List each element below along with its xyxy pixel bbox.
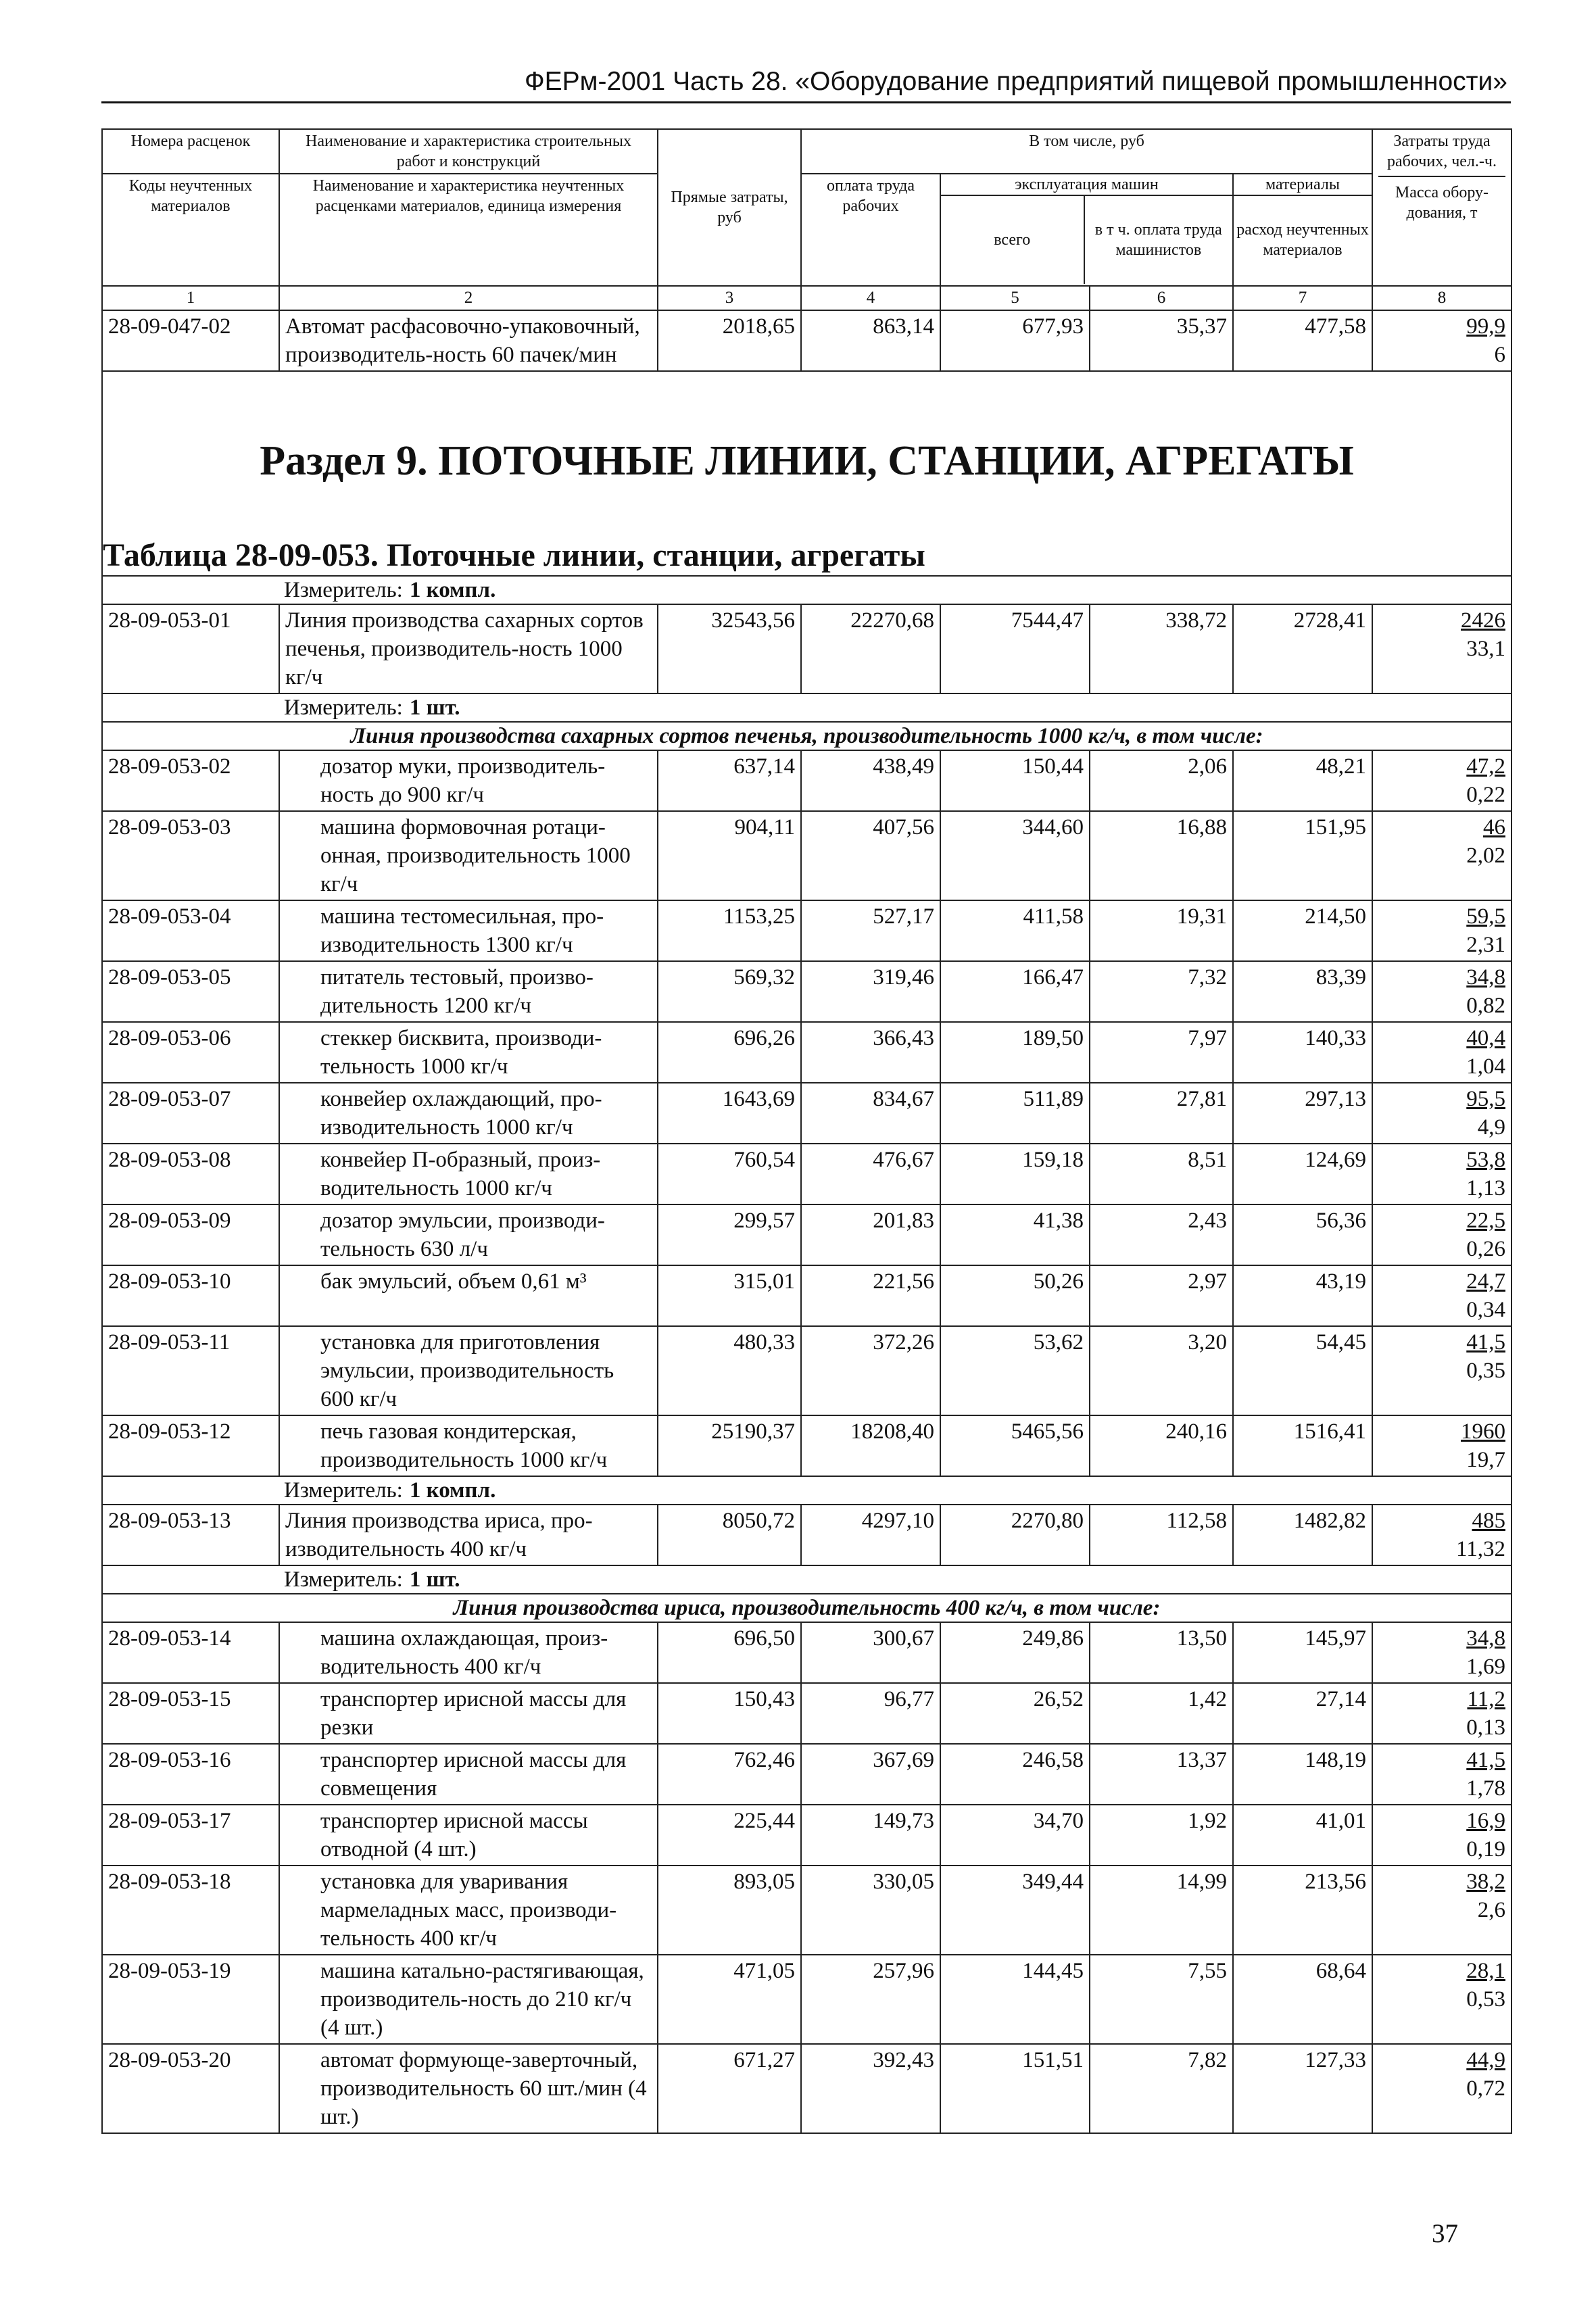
rate-code: 28-09-053-10 xyxy=(102,1265,279,1326)
rate-materials: 27,14 xyxy=(1233,1683,1372,1744)
measure-label: Измеритель: xyxy=(284,1478,403,1503)
rate-materials: 477,58 xyxy=(1233,310,1372,371)
rate-name: конвейер П-образный, произ-водительность 1000 кг/ч xyxy=(279,1144,658,1204)
rate-machine-wages: 27,81 xyxy=(1090,1083,1233,1144)
rate-name: дозатор муки, производитель-ность до 900 кг/ч xyxy=(279,750,658,811)
hdr-consumption: расход неучтенных материалов xyxy=(1236,221,1369,259)
rate-mass: 2,31 xyxy=(1466,933,1505,957)
rate-materials: 151,95 xyxy=(1233,811,1372,900)
rate-code: 28-09-053-20 xyxy=(102,2044,279,2133)
rate-labor-mass xyxy=(1372,1415,1512,1476)
measure-cell xyxy=(102,1565,1512,1594)
rate-name: Линия производства сахарных сортов печенья, производитель-ность 1000 кг/ч xyxy=(279,604,658,693)
header-row-2 xyxy=(102,174,1512,286)
running-header: ФЕРм-2001 Часть 28. «Оборудование предприятий пищевой промышленности» xyxy=(525,67,1507,96)
rate-machines-total: 189,50 xyxy=(940,1022,1090,1083)
rate-labor-mass xyxy=(1372,1805,1512,1866)
rate-code: 28-09-053-03 xyxy=(102,811,279,900)
col-num-2: 2 xyxy=(279,286,658,310)
section-title: Раздел 9. ПОТОЧНЫЕ ЛИНИИ, СТАНЦИИ, АГРЕГАТЫ xyxy=(260,437,1354,484)
rate-code: 28-09-053-19 xyxy=(102,1955,279,2044)
rate-direct: 762,46 xyxy=(658,1744,801,1805)
rate-mass: 0,53 xyxy=(1466,1987,1505,2012)
rate-materials: 83,39 xyxy=(1233,961,1372,1022)
rate-materials: 1482,82 xyxy=(1233,1505,1372,1565)
rate-machines-total: 41,38 xyxy=(940,1204,1090,1265)
rate-labor: 44,9 xyxy=(1466,2048,1505,2072)
hdr-incl: В том числе, руб xyxy=(801,129,1372,174)
hdr-direct: Прямые затраты, руб xyxy=(658,129,801,286)
rate-machines-total: 151,51 xyxy=(940,2044,1090,2133)
rate-labor-mass xyxy=(1372,310,1512,371)
rate-labor: 59,5 xyxy=(1466,904,1505,929)
rate-materials: 214,50 xyxy=(1233,900,1372,961)
rate-labor: 1960 xyxy=(1461,1419,1505,1444)
rate-labor: 95,5 xyxy=(1466,1087,1505,1111)
rate-code: 28-09-053-15 xyxy=(102,1683,279,1744)
rate-name: машина формовочная ротаци-онная, производительность 1000 кг/ч xyxy=(279,811,658,900)
measure-label: Измеритель: xyxy=(284,578,403,602)
rate-name: транспортер ирисной массы для резки xyxy=(279,1683,658,1744)
rate-labor: 46 xyxy=(1483,815,1505,839)
rate-machines-total: 246,58 xyxy=(940,1744,1090,1805)
table-row xyxy=(102,604,1512,693)
rate-mass: 0,82 xyxy=(1466,994,1505,1018)
rate-mass: 0,34 xyxy=(1466,1298,1505,1322)
measure-row xyxy=(102,1476,1512,1505)
rate-labor: 16,9 xyxy=(1466,1809,1505,1833)
rate-mass: 0,35 xyxy=(1466,1359,1505,1383)
rate-name: транспортер ирисной массы для совмещения xyxy=(279,1744,658,1805)
rate-mass: 1,13 xyxy=(1466,1176,1505,1200)
rate-machines-total: 2270,80 xyxy=(940,1505,1090,1565)
rate-direct: 299,57 xyxy=(658,1204,801,1265)
rate-direct: 904,11 xyxy=(658,811,801,900)
rate-machine-wages: 13,50 xyxy=(1090,1622,1233,1683)
page-number: 37 xyxy=(1432,2219,1458,2248)
measure-cell xyxy=(102,693,1512,722)
table-row xyxy=(102,1204,1512,1265)
rate-machines-total: 249,86 xyxy=(940,1622,1090,1683)
hdr-name-bottom: Наименование и характеристика неучтенных расценками материалов, единица измерения xyxy=(279,174,658,286)
table-row xyxy=(102,1866,1512,1955)
rate-labor: 28,1 xyxy=(1466,1959,1505,1983)
rate-labor: 99,9 xyxy=(1466,314,1505,339)
rate-name: питатель тестовый, произво-дительность 1200 кг/ч xyxy=(279,961,658,1022)
rate-labor: 53,8 xyxy=(1466,1148,1505,1172)
rate-labor-mass xyxy=(1372,1204,1512,1265)
rate-wages: 834,67 xyxy=(801,1083,940,1144)
rate-machine-wages: 338,72 xyxy=(1090,604,1233,693)
rate-code: 28-09-053-18 xyxy=(102,1866,279,1955)
rate-labor-mass xyxy=(1372,1265,1512,1326)
rate-wages: 96,77 xyxy=(801,1683,940,1744)
rate-direct: 225,44 xyxy=(658,1805,801,1866)
column-numbers-row xyxy=(102,286,1512,310)
rate-labor-mass xyxy=(1372,900,1512,961)
rate-labor-mass xyxy=(1372,811,1512,900)
measure-label: Измеритель: xyxy=(284,1567,403,1592)
rates-table xyxy=(101,128,1512,2134)
rate-wages: 4297,10 xyxy=(801,1505,940,1565)
rate-machines-total: 166,47 xyxy=(940,961,1090,1022)
table-row xyxy=(102,1022,1512,1083)
rate-materials: 48,21 xyxy=(1233,750,1372,811)
rate-code: 28-09-053-09 xyxy=(102,1204,279,1265)
rate-wages: 372,26 xyxy=(801,1326,940,1415)
rate-machine-wages: 16,88 xyxy=(1090,811,1233,900)
rate-labor: 41,5 xyxy=(1466,1330,1505,1355)
rate-name: Линия производства ириса, про-изводительность 400 кг/ч xyxy=(279,1505,658,1565)
rate-materials: 43,19 xyxy=(1233,1265,1372,1326)
col-num-1: 1 xyxy=(102,286,279,310)
rate-name: транспортер ирисной массы отводной (4 шт.) xyxy=(279,1805,658,1866)
col-num-4: 4 xyxy=(801,286,940,310)
rate-machines-total: 349,44 xyxy=(940,1866,1090,1955)
group-heading: Линия производства ириса, производительность 400 кг/ч, в том числе: xyxy=(102,1594,1512,1622)
table-row xyxy=(102,2044,1512,2133)
rate-wages: 527,17 xyxy=(801,900,940,961)
rate-code: 28-09-053-02 xyxy=(102,750,279,811)
measure-label: Измеритель: xyxy=(284,696,403,720)
rate-wages: 18208,40 xyxy=(801,1415,940,1476)
rate-mass: 4,9 xyxy=(1477,1115,1505,1140)
rate-wages: 476,67 xyxy=(801,1144,940,1204)
rate-labor: 22,5 xyxy=(1466,1209,1505,1233)
table-row xyxy=(102,1415,1512,1476)
rate-direct: 760,54 xyxy=(658,1144,801,1204)
rate-mass: 0,72 xyxy=(1466,2076,1505,2101)
rate-machine-wages: 3,20 xyxy=(1090,1326,1233,1415)
rate-materials: 41,01 xyxy=(1233,1805,1372,1866)
table-row xyxy=(102,1744,1512,1805)
rate-name: машина охлаждающая, произ-водительность 400 кг/ч xyxy=(279,1622,658,1683)
measure-unit: 1 компл. xyxy=(409,1478,496,1503)
rate-direct: 25190,37 xyxy=(658,1415,801,1476)
hdr-machines-label: эксплуатация машин xyxy=(941,174,1232,196)
rate-labor-mass xyxy=(1372,1744,1512,1805)
table-row xyxy=(102,1683,1512,1744)
rate-wages: 367,69 xyxy=(801,1744,940,1805)
measure-row xyxy=(102,1565,1512,1594)
rate-code: 28-09-053-06 xyxy=(102,1022,279,1083)
rate-wages: 149,73 xyxy=(801,1805,940,1866)
rate-code: 28-09-053-08 xyxy=(102,1144,279,1204)
col-num-6: 6 xyxy=(1090,286,1233,310)
rate-machines-total: 150,44 xyxy=(940,750,1090,811)
rate-mass: 0,19 xyxy=(1466,1837,1505,1861)
measure-row xyxy=(102,693,1512,722)
rate-mass: 2,02 xyxy=(1466,844,1505,868)
rate-materials: 297,13 xyxy=(1233,1083,1372,1144)
rate-materials: 68,64 xyxy=(1233,1955,1372,2044)
hdr-total: всего xyxy=(941,196,1085,284)
rate-machine-wages: 240,16 xyxy=(1090,1415,1233,1476)
rate-code: 28-09-053-13 xyxy=(102,1505,279,1565)
rate-machine-wages: 35,37 xyxy=(1090,310,1233,371)
rate-code: 28-09-053-12 xyxy=(102,1415,279,1476)
rate-wages: 366,43 xyxy=(801,1022,940,1083)
rate-direct: 8050,72 xyxy=(658,1505,801,1565)
rate-machine-wages: 8,51 xyxy=(1090,1144,1233,1204)
rate-mass: 0,22 xyxy=(1466,783,1505,807)
hdr-labor xyxy=(1372,129,1512,286)
rate-code: 28-09-047-02 xyxy=(102,310,279,371)
table-row xyxy=(102,1505,1512,1565)
col-num-3: 3 xyxy=(658,286,801,310)
rate-labor-mass xyxy=(1372,750,1512,811)
rate-code: 28-09-053-11 xyxy=(102,1326,279,1415)
rate-name: автомат формующе-заверточный, производительность 60 шт./мин (4 шт.) xyxy=(279,2044,658,2133)
col-num-5: 5 xyxy=(940,286,1090,310)
table-row xyxy=(102,310,1512,371)
rate-labor-mass xyxy=(1372,1505,1512,1565)
rate-direct: 32543,56 xyxy=(658,604,801,693)
rate-machine-wages: 1,42 xyxy=(1090,1683,1233,1744)
rate-machines-total: 511,89 xyxy=(940,1083,1090,1144)
section-row xyxy=(102,371,1512,523)
rate-direct: 671,27 xyxy=(658,2044,801,2133)
rate-labor-mass xyxy=(1372,1955,1512,2044)
rate-machines-total: 411,58 xyxy=(940,900,1090,961)
rate-labor-mass xyxy=(1372,1022,1512,1083)
rate-name: установка для уваривания мармеладных масс, производи-тельность 400 кг/ч xyxy=(279,1866,658,1955)
rate-direct: 637,14 xyxy=(658,750,801,811)
group-heading-row xyxy=(102,1594,1512,1622)
rate-mass: 19,7 xyxy=(1466,1448,1505,1472)
rate-code: 28-09-053-14 xyxy=(102,1622,279,1683)
rate-direct: 150,43 xyxy=(658,1683,801,1744)
rate-machine-wages: 1,92 xyxy=(1090,1805,1233,1866)
rate-labor-mass xyxy=(1372,1326,1512,1415)
table-row xyxy=(102,811,1512,900)
rate-wages: 300,67 xyxy=(801,1622,940,1683)
rate-machines-total: 344,60 xyxy=(940,811,1090,900)
col-num-7: 7 xyxy=(1233,286,1372,310)
rate-code: 28-09-053-01 xyxy=(102,604,279,693)
group-heading: Линия производства сахарных сортов печенья, производительность 1000 кг/ч, в том числе: xyxy=(102,722,1512,750)
rate-materials: 124,69 xyxy=(1233,1144,1372,1204)
rate-name: машина тестомесильная, про-изводительность 1300 кг/ч xyxy=(279,900,658,961)
hdr-materials-label: материалы xyxy=(1234,174,1372,196)
header-row-1 xyxy=(102,129,1512,174)
table-row xyxy=(102,1805,1512,1866)
measure-unit: 1 компл. xyxy=(409,578,496,602)
section-cell xyxy=(102,371,1512,523)
rate-wages: 407,56 xyxy=(801,811,940,900)
rate-labor: 40,4 xyxy=(1466,1026,1505,1050)
rate-machine-wages: 2,06 xyxy=(1090,750,1233,811)
rate-machines-total: 159,18 xyxy=(940,1144,1090,1204)
rate-labor: 38,2 xyxy=(1466,1870,1505,1894)
rate-machines-total: 50,26 xyxy=(940,1265,1090,1326)
rate-wages: 319,46 xyxy=(801,961,940,1022)
measure-unit: 1 шт. xyxy=(409,1567,460,1592)
rate-materials: 148,19 xyxy=(1233,1744,1372,1805)
rate-machine-wages: 7,55 xyxy=(1090,1955,1233,2044)
table-row xyxy=(102,1622,1512,1683)
rate-name: Автомат расфасовочно-упаковочный, производитель-ность 60 пачек/мин xyxy=(279,310,658,371)
table-row xyxy=(102,1326,1512,1415)
rate-machine-wages: 2,97 xyxy=(1090,1265,1233,1326)
rate-mass: 6 xyxy=(1494,343,1505,367)
rate-materials: 56,36 xyxy=(1233,1204,1372,1265)
rate-labor: 11,2 xyxy=(1467,1687,1505,1711)
rate-labor-mass xyxy=(1372,1683,1512,1744)
group-heading-row xyxy=(102,722,1512,750)
hdr-name-top: Наименование и характеристика строительных работ и конструкций xyxy=(279,129,658,174)
rate-labor: 41,5 xyxy=(1466,1748,1505,1772)
rate-machines-total: 5465,56 xyxy=(940,1415,1090,1476)
rate-direct: 1153,25 xyxy=(658,900,801,961)
rate-direct: 480,33 xyxy=(658,1326,801,1415)
rate-labor: 47,2 xyxy=(1466,754,1505,779)
rate-materials: 140,33 xyxy=(1233,1022,1372,1083)
rate-wages: 22270,68 xyxy=(801,604,940,693)
rate-machines-total: 144,45 xyxy=(940,1955,1090,2044)
rate-mass: 2,6 xyxy=(1477,1898,1505,1922)
rate-machines-total: 677,93 xyxy=(940,310,1090,371)
table-title: Таблица 28-09-053. Поточные линии, станции, агрегаты xyxy=(102,523,1512,576)
rate-materials: 2728,41 xyxy=(1233,604,1372,693)
rate-mass: 0,26 xyxy=(1466,1237,1505,1261)
rate-labor-mass xyxy=(1372,1622,1512,1683)
measure-unit: 1 шт. xyxy=(409,696,460,720)
rate-labor-mass xyxy=(1372,961,1512,1022)
measure-row xyxy=(102,576,1512,604)
rate-code: 28-09-053-17 xyxy=(102,1805,279,1866)
rate-machine-wages: 14,99 xyxy=(1090,1866,1233,1955)
rate-labor-mass xyxy=(1372,2044,1512,2133)
hdr-materials xyxy=(1233,174,1372,286)
rate-direct: 696,50 xyxy=(658,1622,801,1683)
rate-labor: 2426 xyxy=(1461,608,1505,633)
rate-name: стеккер бисквита, производи-тельность 1000 кг/ч xyxy=(279,1022,658,1083)
hdr-wages: оплата труда рабочих xyxy=(801,174,940,286)
rate-wages: 863,14 xyxy=(801,310,940,371)
hdr-machines xyxy=(940,174,1233,286)
rate-mass: 11,32 xyxy=(1455,1537,1505,1561)
rate-direct: 569,32 xyxy=(658,961,801,1022)
rate-code: 28-09-053-04 xyxy=(102,900,279,961)
rate-code: 28-09-053-05 xyxy=(102,961,279,1022)
rate-mass: 0,13 xyxy=(1466,1715,1505,1740)
rate-name: конвейер охлаждающий, про-изводительность 1000 кг/ч xyxy=(279,1083,658,1144)
table-row xyxy=(102,1144,1512,1204)
hdr-codes-bottom: Коды неучтенных материалов xyxy=(102,174,279,286)
rate-labor: 34,8 xyxy=(1466,1626,1505,1651)
hdr-labor-top: Затраты труда рабочих, чел.-ч. xyxy=(1378,131,1505,177)
rate-direct: 471,05 xyxy=(658,1955,801,2044)
rate-direct: 315,01 xyxy=(658,1265,801,1326)
rate-direct: 893,05 xyxy=(658,1866,801,1955)
rate-labor-mass xyxy=(1372,604,1512,693)
header-rule xyxy=(101,101,1511,103)
rate-materials: 145,97 xyxy=(1233,1622,1372,1683)
rate-labor-mass xyxy=(1372,1083,1512,1144)
rate-mass: 1,04 xyxy=(1466,1054,1505,1079)
rate-labor-mass xyxy=(1372,1144,1512,1204)
rate-wages: 221,56 xyxy=(801,1265,940,1326)
rate-name: бак эмульсий, объем 0,61 м³ xyxy=(279,1265,658,1326)
table-row xyxy=(102,900,1512,961)
rate-name: установка для приготовления эмульсии, производительность 600 кг/ч xyxy=(279,1326,658,1415)
rate-machine-wages: 2,43 xyxy=(1090,1204,1233,1265)
rate-mass: 1,78 xyxy=(1466,1776,1505,1801)
rate-wages: 201,83 xyxy=(801,1204,940,1265)
rate-machine-wages: 19,31 xyxy=(1090,900,1233,961)
rate-direct: 2018,65 xyxy=(658,310,801,371)
rate-machine-wages: 7,97 xyxy=(1090,1022,1233,1083)
rate-wages: 438,49 xyxy=(801,750,940,811)
rate-direct: 1643,69 xyxy=(658,1083,801,1144)
rate-name: дозатор эмульсии, производи-тельность 630 л/ч xyxy=(279,1204,658,1265)
rate-mass: 33,1 xyxy=(1466,637,1505,661)
rate-materials: 213,56 xyxy=(1233,1866,1372,1955)
rate-code: 28-09-053-16 xyxy=(102,1744,279,1805)
rate-machine-wages: 112,58 xyxy=(1090,1505,1233,1565)
rate-wages: 392,43 xyxy=(801,2044,940,2133)
rate-machines-total: 7544,47 xyxy=(940,604,1090,693)
rate-labor: 24,7 xyxy=(1466,1269,1505,1294)
rate-machine-wages: 13,37 xyxy=(1090,1744,1233,1805)
table-title-row xyxy=(102,523,1512,576)
hdr-codes-top: Номера расценок xyxy=(102,129,279,174)
rate-wages: 330,05 xyxy=(801,1866,940,1955)
rate-direct: 696,26 xyxy=(658,1022,801,1083)
rate-machine-wages: 7,32 xyxy=(1090,961,1233,1022)
rate-machines-total: 53,62 xyxy=(940,1326,1090,1415)
rate-machines-total: 34,70 xyxy=(940,1805,1090,1866)
rate-labor-mass xyxy=(1372,1866,1512,1955)
rate-wages: 257,96 xyxy=(801,1955,940,2044)
rate-materials: 127,33 xyxy=(1233,2044,1372,2133)
table-row xyxy=(102,1083,1512,1144)
hdr-labor-bottom: Масса обору-дования, т xyxy=(1395,184,1489,222)
rate-name: машина катально-растягивающая, производитель-ность до 210 кг/ч (4 шт.) xyxy=(279,1955,658,2044)
table-row xyxy=(102,961,1512,1022)
hdr-incl-wages: в т ч. оплата труда машинистов xyxy=(1094,221,1222,259)
rate-mass: 1,69 xyxy=(1466,1655,1505,1679)
table-row xyxy=(102,1265,1512,1326)
rate-machines-total: 26,52 xyxy=(940,1683,1090,1744)
measure-cell xyxy=(102,1476,1512,1505)
rate-labor: 34,8 xyxy=(1466,965,1505,990)
rate-machine-wages: 7,82 xyxy=(1090,2044,1233,2133)
table-row xyxy=(102,1955,1512,2044)
measure-cell xyxy=(102,576,1512,604)
rate-code: 28-09-053-07 xyxy=(102,1083,279,1144)
table-row xyxy=(102,750,1512,811)
col-num-8: 8 xyxy=(1372,286,1512,310)
rate-name: печь газовая кондитерская, производительность 1000 кг/ч xyxy=(279,1415,658,1476)
rate-labor: 485 xyxy=(1472,1509,1505,1533)
rate-materials: 1516,41 xyxy=(1233,1415,1372,1476)
rate-materials: 54,45 xyxy=(1233,1326,1372,1415)
